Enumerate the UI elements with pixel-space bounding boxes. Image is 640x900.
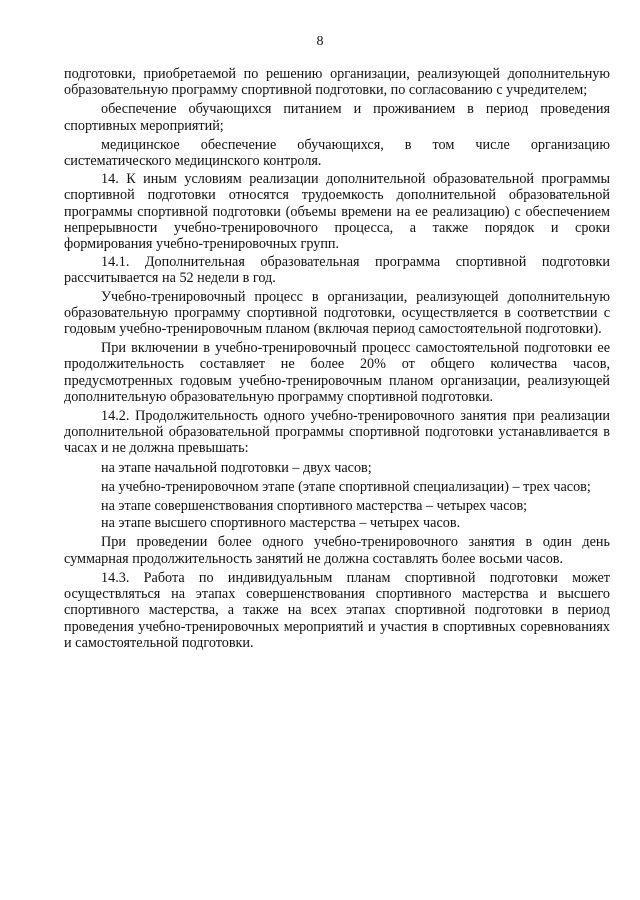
paragraph-stage-initial: на этапе начальной подготовки – двух часов;: [101, 459, 372, 476]
paragraph-item-14-3: 14.3. Работа по индивидуальным планам спортивной подготовки может осуществляться на этапах совершенствования спортивного мастерства и высшего спортивного мастерства, а также на всех этапах спортивной подготовки в период проведения учебно-тренировочных мероприятий и участия в спортивных соревнованиях и самостоятельной подготовки.: [64, 569, 610, 651]
paragraph-self-training: При включении в учебно-тренировочный процесс самостоятельной подготовки ее продолжительность составляет не более 20% от общего количества часов, предусмотренных годовым учебно-тренировочным планом организации, реализующей дополнительную образовательную программу спортивной подготовки.: [64, 340, 610, 405]
paragraph-medical: медицинское обеспечение обучающихся, в том числе организацию систематического медицинского контроля.: [64, 136, 610, 170]
paragraph-item-14: 14. К иным условиям реализации дополнительной образовательной программы спортивной подготовки относятся трудоемкость дополнительной образовательной программы спортивной подготовки (объемы времени на ее реализацию) с обеспечением непрерывности учебно-тренировочного процесса, а также порядок и сроки формирования учебно-тренировочных групп.: [64, 171, 610, 253]
page-number: 8: [316, 34, 324, 49]
paragraph-stage-higher: на этапе высшего спортивного мастерства – четырех часов.: [101, 515, 461, 532]
paragraph-item-14-2: 14.2. Продолжительность одного учебно-тренировочного занятия при реализации дополнительной образовательной программы спортивной подготовки устанавливается в часах и не должна превышать:: [64, 408, 610, 457]
document-body: [64, 66, 610, 651]
paragraph-total-duration: При проведении более одного учебно-тренировочного занятия в один день суммарная продолжительность занятий не должна составлять более восьми часов.: [64, 534, 610, 567]
paragraph-item-14-1: 14.1. Дополнительная образовательная программа спортивной подготовки рассчитывается на 52 недели в год.: [64, 254, 610, 287]
paragraph-training-process: Учебно-тренировочный процесс в организации, реализующей дополнительную образовательную программу спортивной подготовки, осуществляется в соответствии с годовым учебно-тренировочным планом (включая период самостоятельной подготовки).: [64, 288, 610, 338]
paragraph-stage-improvement: на этапе совершенствования спортивного мастерства – четырех часов;: [101, 498, 528, 515]
paragraph-continuation: подготовки, приобретаемой по решению организации, реализующей дополнительную образовательную программу спортивной подготовки, по согласованию с учредителем;: [64, 66, 610, 99]
paragraph-stage-training: на учебно-тренировочном этапе (этапе спортивной специализации) – трех часов;: [101, 478, 591, 495]
paragraph-catering: обеспечение обучающихся питанием и проживанием в период проведения спортивных мероприятий;: [64, 101, 610, 134]
